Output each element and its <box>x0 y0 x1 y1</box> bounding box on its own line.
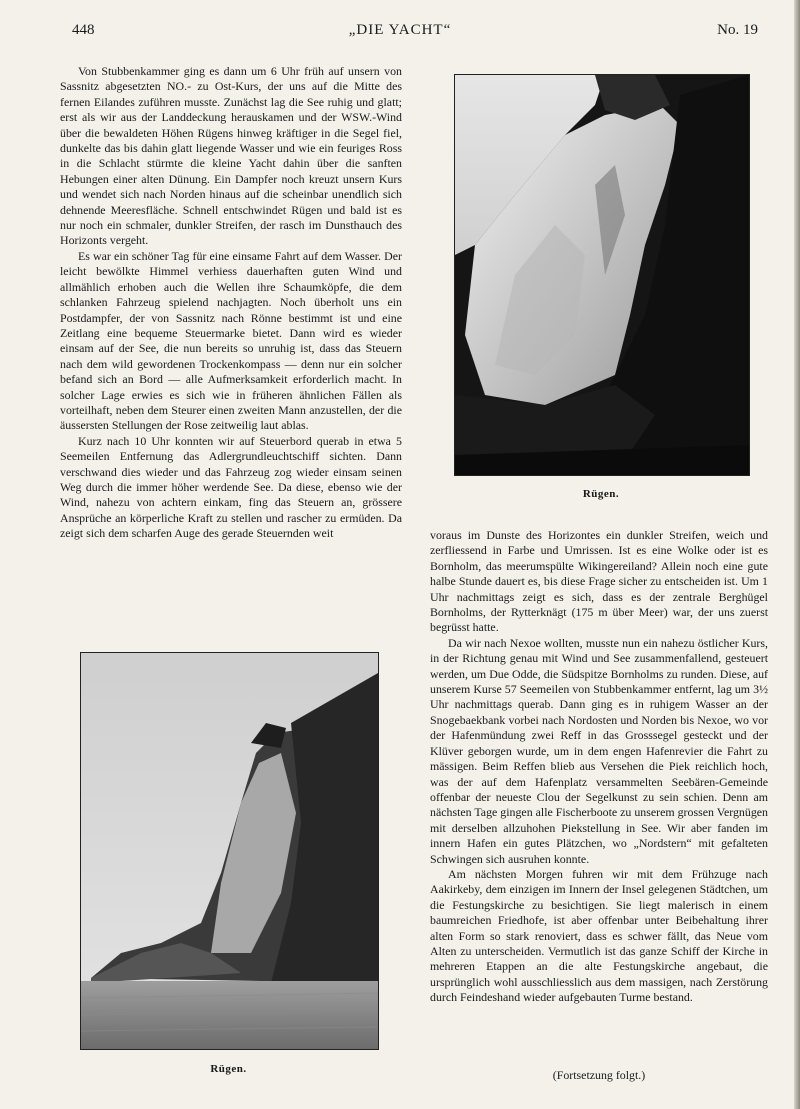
paragraph: Da wir nach Nexoe wollten, musste nun ein nahezu östlicher Kurs, in der Richtung genau mit Wind und See zusammenfallend, gesteuert werden, um Due Odde, die Südspitze Bornholms zu runden. Diese, auf unserem Kurse 57 Seemeilen von Stubbenkammer entfernt, lag um 3½ Uhr nachmittags querab. Dann ging es in ruhigem Wasser an der Snogebaekbank vorbei nach Nordosten und Norden bis Nexoe, wo vor der Hafenmündung zwei Reff in das Grosssegel gesteckt und der Klüver geborgen wurde, um in dem engen Hafenrevier die Fahrt zu mässigen. Beim Reffen blieb aus Versehen die Piek reichlich hoch, was der auf dem Hafenplatz versammelten Seebären-Gemeinde offenbar der neueste Clou der Segelkunst zu sein schien. Denn am nächsten Tage gingen alle Fischerboote zu unserem grossen Vergnügen mit derselben allzuhohen Piekstellung in See. Wir aber fanden im innern Hafen ein gutes Plätzchen, wo „Nordstern“ mit gefalteten Schwingen sich ausruhen konnte. <box>430 635 768 866</box>
photo-ruegen-cliff-top <box>454 74 750 476</box>
page-number: 448 <box>72 22 95 38</box>
paragraph: Am nächsten Morgen fuhren wir mit dem Frühzuge nach Aakirkeby, dem einzigen im Innern der Insel gelegenen Städtchen, um die Festungskirche zu besichtigen. Sie liegt malerisch in einem baumreichen Friedhofe, ist aber offenbar unter Beibehaltung ihrer alten Form so stark renoviert, dass es schwer fällt, das Neue vom Alten zu unterscheiden. Vermutlich ist das ganze Schiff der Kirche in mehreren Etappen an die alte Festungskirche angebaut, die ursprünglich wohl ausschliesslich aus dem massigen, nach Zerstörung durch Feindeshand wieder aufgebauten Turme bestand. <box>430 866 768 1005</box>
photo-caption-bottom: Rügen. <box>210 1063 247 1075</box>
paragraph: Kurz nach 10 Uhr konnten wir auf Steuerbord querab in etwa 5 Seemeilen Entfernung das Adlergrundleuchtschiff sichten. Dann verschwand dies wieder und das Fahrzeug zog wieder einsam seinen Weg durch die immer höher werdende See. Da diese, ebenso wie der Wind, nahezu von achtern einkam, fing das Steuern an, grössere Ansprüche an körperliche Kraft zu stellen und rascher zu ermüden. Da zeigt sich dem scharfen Auge des gerade Steuernden weit <box>60 433 402 541</box>
photo-ruegen-cliff-bottom <box>80 652 379 1050</box>
journal-title: „DIE YACHT“ <box>348 22 452 38</box>
paragraph: Es war ein schöner Tag für eine einsame Fahrt auf dem Wasser. Der leicht bewölkte Himmel verhiess dauerhaften guten Wind und allmählich erhoben auch die Wellen ihre Schaumköpfe, die dem schlanken Fahrzeug spielend nachjagten. Noch überholt uns ein Postdampfer, der von Sassnitz nach Rönne bestimmt ist und eine Zeitlang eine bequeme Steuermarke bietet. Dann wird es wieder einsam auf der See, die nun bereits so unruhig ist, dass das Steuern nach dem wild gewordenen Trockenkompass — denn nur ein solcher befand sich an Bord — alle Aufmerksamkeit erforderlich macht. In solcher Lage erwies es sich wie in früheren ähnlichen Fällen als vorteilhaft, neben dem Steurer einen zweiten Mann anzustellen, der die äussersten Stellungen der Rose zeitweilig laut ablas. <box>60 248 402 433</box>
paragraph: voraus im Dunste des Horizontes ein dunkler Streifen, weich und zerfliessend in Farbe und Umrissen. Ist es eine Wolke oder ist es Bornholm, das meerumspülte Wikingereiland? Allein noch eine gute halbe Stunde dauert es, bis diese Frage sicher zu entscheiden ist. Um 1 Uhr nachmittags zeigt es sich, dass es der zentrale Berghügel Bornholms, der Rytterknägt (175 m über Meer) war, der uns zuerst begrüsst hatte. <box>430 528 768 635</box>
issue-number: No. 19 <box>717 22 758 38</box>
left-column-text <box>60 64 402 542</box>
page-header <box>0 22 800 46</box>
page-edge <box>794 0 800 1109</box>
photo-caption-top: Rügen. <box>582 488 620 500</box>
right-column-text <box>430 528 768 1006</box>
paragraph: Von Stubbenkammer ging es dann um 6 Uhr früh auf unsern von Sassnitz abgesetzten NO.- zu Ost-Kurs, der uns auf die Mitte des fernen Eilandes zuführen musste. Zunächst lag die See ruhig und glatt; erst als wir aus der Landdeckung herauskamen und der WSW.-Wind über die bewaldeten Höhen Rügens hinweg kräftiger in die Segel fiel, dunkelte das bis dahin glatt liegende Wasser und wie ein feuriges Ross in die Schlacht stürmte die kleine Yacht dahin über die sanften Hebungen einer alten Dünung. Ein Dampfer noch kreuzt unsern Kurs und wendet sich nach Norden hinaus auf die scheinbar unendlich sich dehnende Meeresfläche. Schnell entschwindet Rügen und bald ist es nur noch ein schmaler, dunkler Streifen, der rasch im Dunsthauch des Horizonts vergeht. <box>60 64 402 248</box>
continuation-note: (Fortsetzung folgt.) <box>552 1068 646 1082</box>
